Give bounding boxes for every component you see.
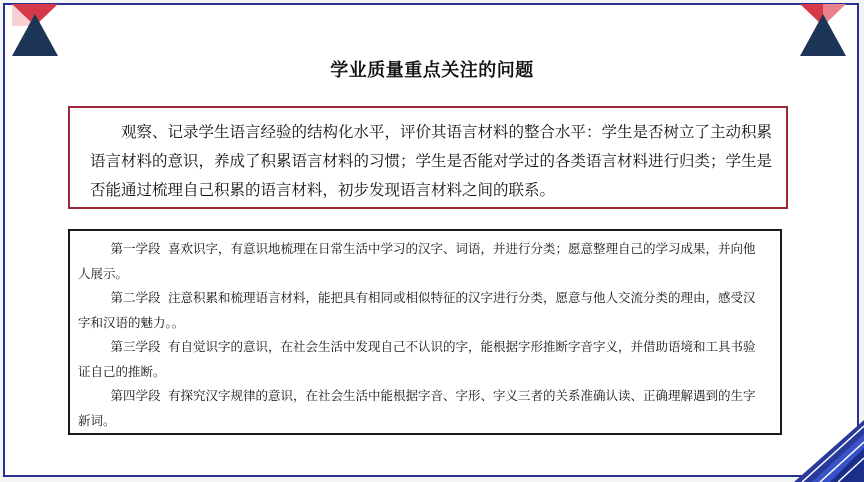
stage-text: 注意积累和梳理语言材料，能把具有相同或相似特征的汉字进行分类，愿意与他人交流分类的理由，感受汉字和汉语的魅力。。 [78, 290, 756, 330]
corner-triangle-icon [800, 4, 846, 56]
stripe-decoration-icon [764, 382, 864, 482]
stage-name: 第二学段 [110, 290, 161, 305]
stage-text: 有探究汉字规律的意识，在社会生活中能根据字音、字形、字义三者的关系准确认读、正确理解遇到的生字新词。 [78, 388, 756, 428]
quote-text: 观察、记录学生语言经验的结构化水平，评价其语言材料的整合水平：学生是否树立了主动积累语言材料的意识，养成了积累语言材料的习惯；学生是否能对学过的各类语言材料进行归类；学生是否能通过梳理自己积累的语言材料，初步发现语言材料之间的联系。 [90, 123, 773, 199]
stage-name: 第四学段 [110, 388, 161, 403]
stage-item [78, 286, 768, 335]
corner-triangle-icon [12, 4, 58, 56]
stage-item [78, 384, 768, 433]
stage-text: 有自觉识字的意识，在社会生活中发现自己不认识的字，能根据字形推断字音字义，并借助语境和工具书验证自己的推断。 [78, 339, 756, 379]
stage-name: 第一学段 [110, 241, 161, 256]
stage-box [68, 229, 782, 435]
quote-box [68, 106, 788, 209]
stage-name: 第三学段 [110, 339, 161, 354]
stage-item [78, 335, 768, 384]
stage-text: 喜欢识字，有意识地梳理在日常生活中学习的汉字、词语，并进行分类；愿意整理自己的学习成果，并向他人展示。 [78, 241, 756, 281]
stage-item [78, 237, 768, 286]
page-title: 学业质量重点关注的问题 [330, 60, 534, 81]
